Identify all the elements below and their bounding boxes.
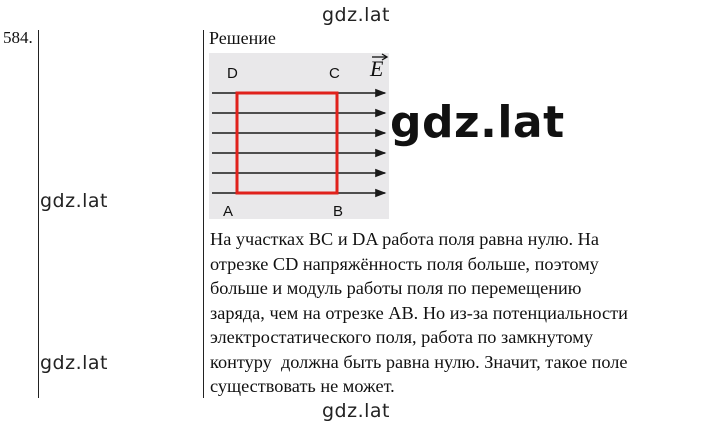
field-diagram: [209, 53, 389, 219]
label-c: C: [329, 65, 340, 82]
watermark-left-lower: gdz.lat: [40, 352, 109, 374]
watermark-bottom: gdz.lat: [322, 400, 391, 422]
label-b: B: [333, 203, 344, 220]
solution-line: больше и модуль работы поля по перемещению: [210, 278, 582, 298]
column-divider-left: [38, 30, 39, 398]
solution-line: существовать не может.: [210, 376, 395, 396]
solution-line: отрезке CD напряжённость поля больше, поэтому: [210, 253, 599, 274]
solution-line: контуру должна быть равна нулю. Значит, такое поле: [210, 351, 628, 372]
solution-text: [210, 227, 716, 399]
watermark-left-upper: gdz.lat: [40, 190, 109, 212]
contour-square: [237, 93, 337, 193]
column-divider-right: [203, 30, 204, 398]
solution-line: На участках ВС и DA работа поля равна нулю. На: [210, 229, 599, 249]
watermark-large: gdz.lat: [390, 97, 565, 148]
solution-line: электростатического поля, работа по замкнутому: [210, 327, 593, 347]
label-d: D: [227, 65, 238, 82]
task-number: 584.: [3, 28, 33, 47]
field-label-e: E: [370, 56, 384, 81]
watermark-top: gdz.lat: [322, 4, 391, 26]
solution-heading: Решение: [209, 28, 276, 48]
label-a: A: [223, 203, 234, 220]
solution-line: заряда, чем на отрезке АВ. Но из-за потенциальности: [210, 302, 628, 323]
